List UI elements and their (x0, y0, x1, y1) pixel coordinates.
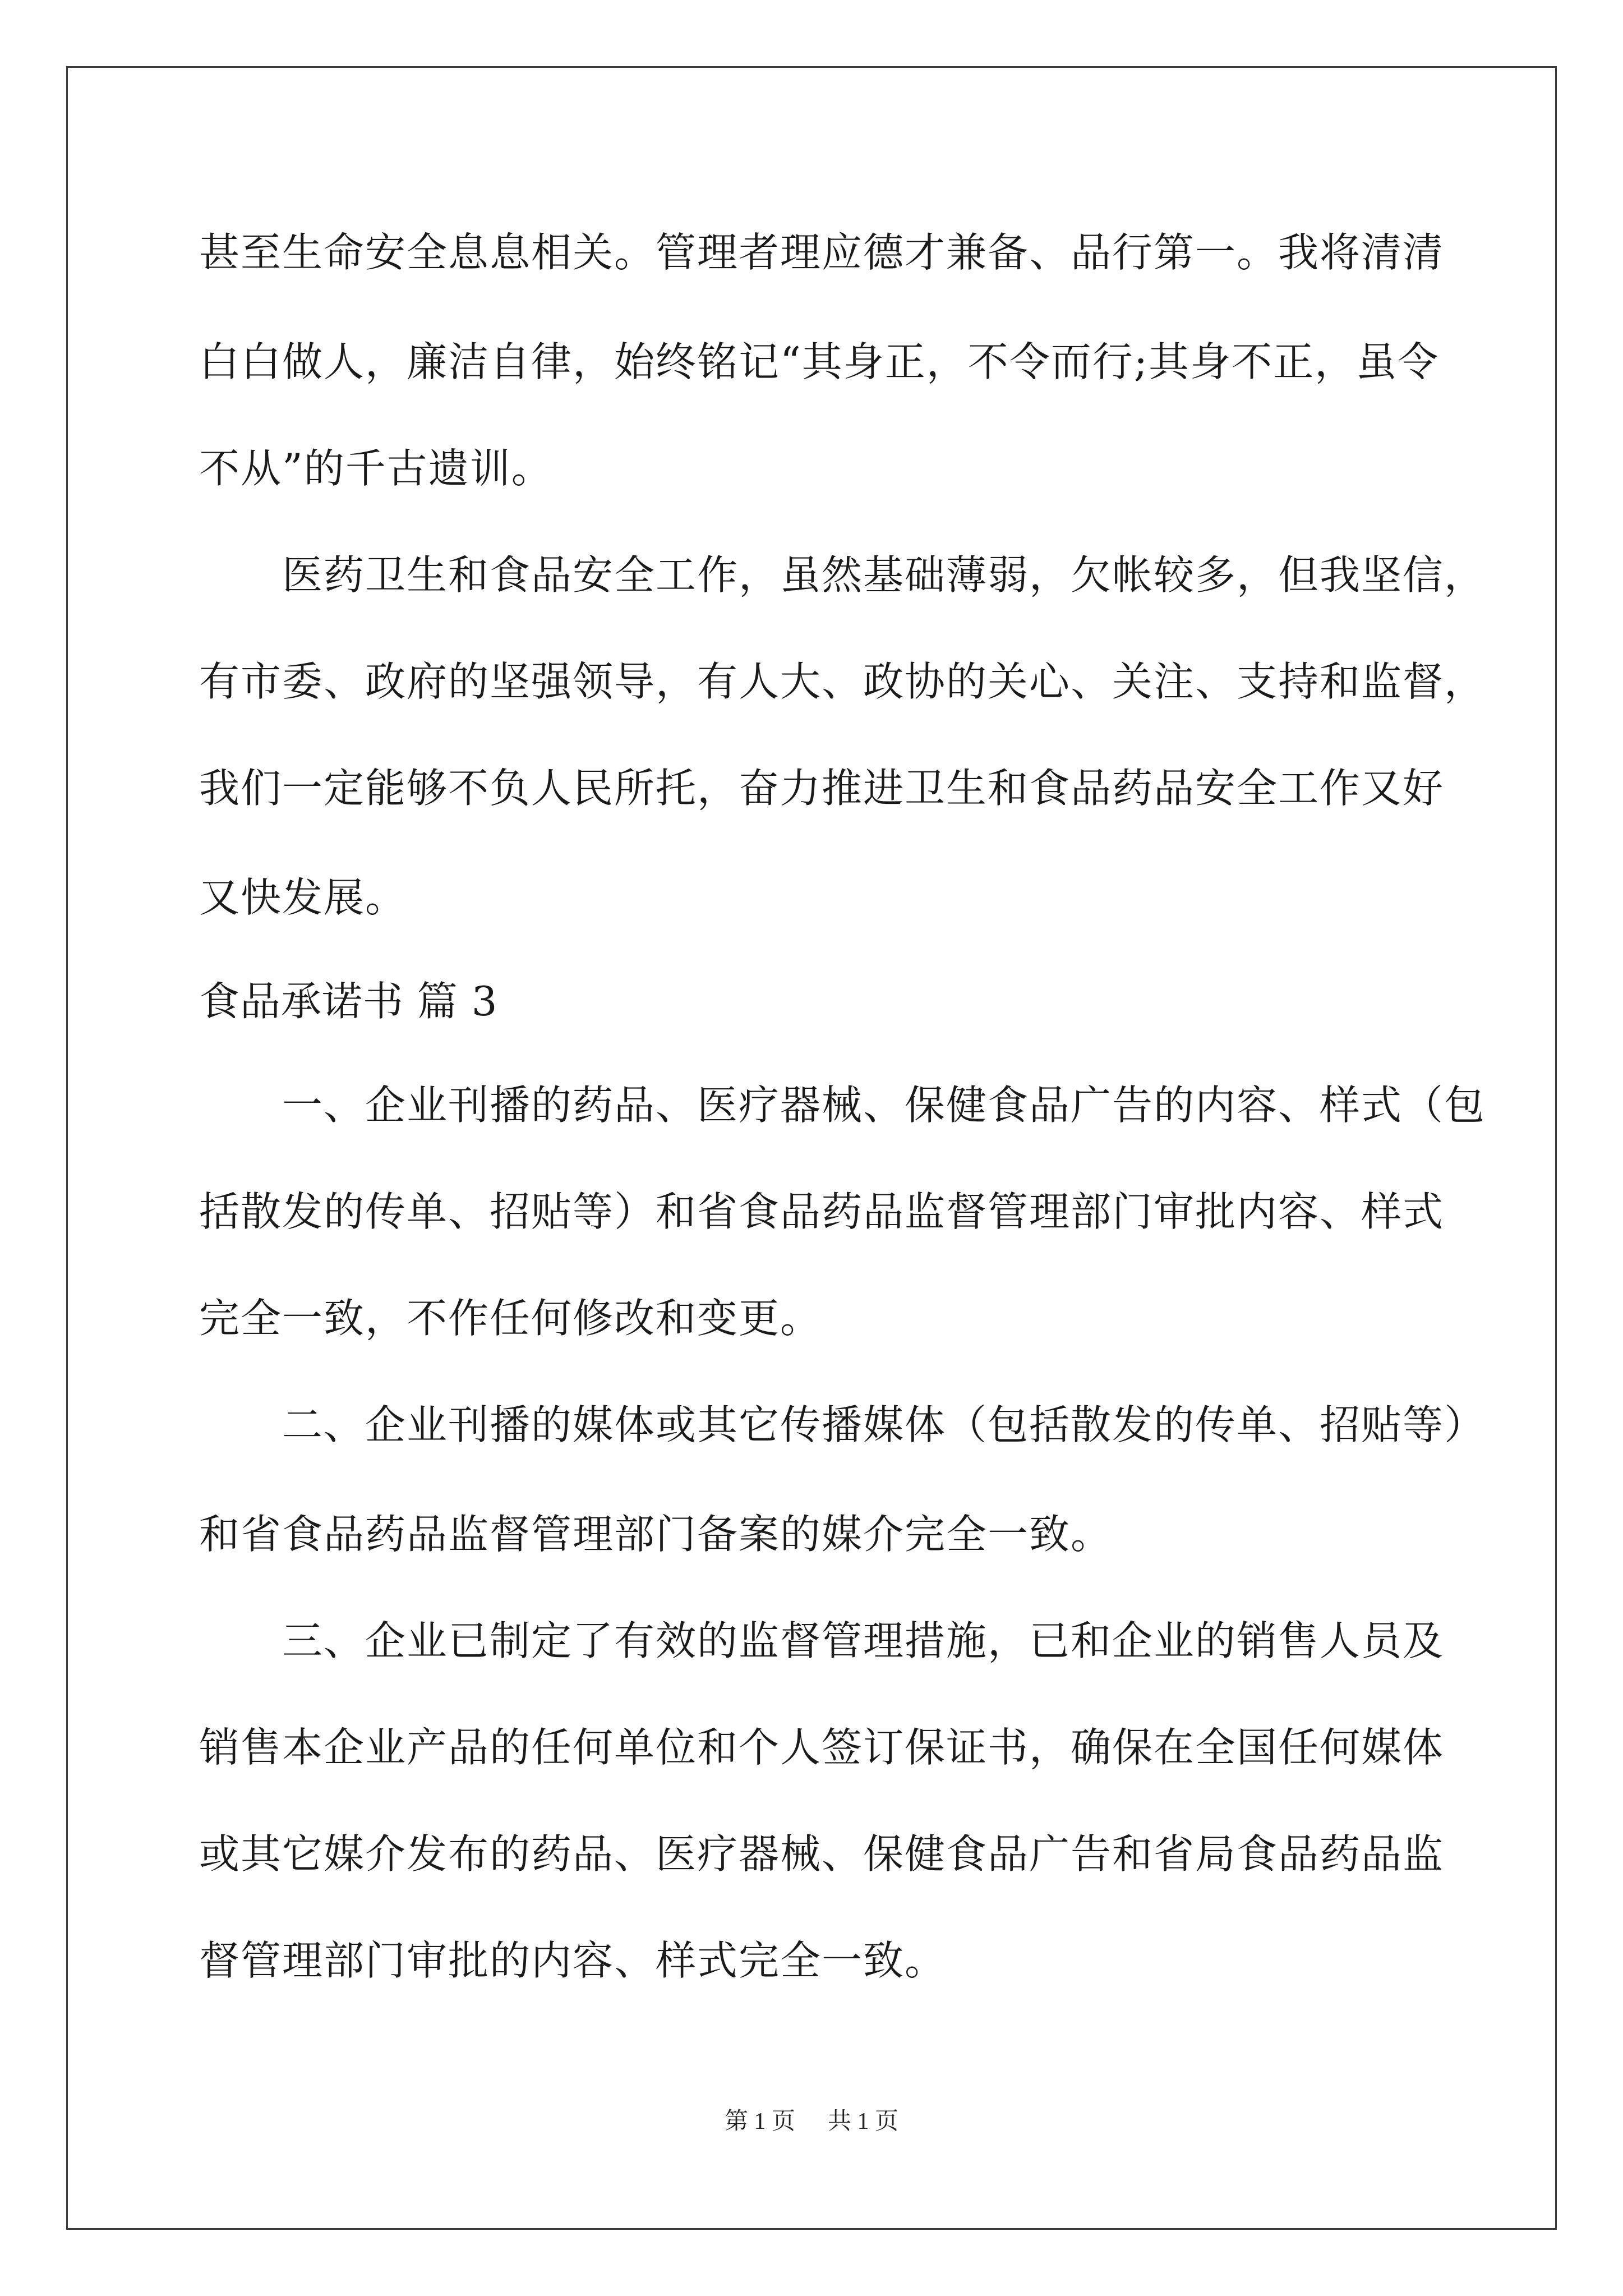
paragraph-line: 又快发展。 (199, 874, 407, 921)
paragraph-line: 不从”的千古遗训。 (199, 445, 553, 492)
paragraph-line: 白白做人，廉洁自律，始终铭记“其身正，不令而行;其身不正，虽令 (199, 338, 1440, 385)
paragraph-line: 二、企业刊播的媒体或其它传播媒体（包括散发的传单、招贴等） (282, 1401, 1486, 1448)
paragraph-line: 甚至生命安全息息相关。管理者理应德才兼备、品行第一。我将清清 (199, 229, 1445, 276)
page-border (66, 66, 1557, 2230)
paragraph-line: 或其它媒介发布的药品、医疗器械、保健食品广告和省局食品药品监 (199, 1830, 1445, 1878)
paragraph-line: 括散发的传单、招贴等）和省食品药品监督管理部门审批内容、样式 (199, 1188, 1445, 1235)
page-footer (0, 2105, 1623, 2138)
page-number-current: 第 1 页 (724, 2109, 795, 2134)
paragraph-line: 销售本企业产品的任何单位和个人签订保证书，确保在全国任何媒体 (199, 1724, 1445, 1771)
paragraph-line: 三、企业已制定了有效的监督管理措施，已和企业的销售人员及 (282, 1617, 1445, 1664)
paragraph-line: 我们一定能够不负人民所托，奋力推进卫生和食品药品安全工作又好 (199, 765, 1445, 812)
paragraph-line: 医药卫生和食品安全工作，虽然基础薄弱，欠帐较多，但我坚信， (282, 551, 1486, 599)
paragraph-line: 完全一致，不作任何修改和变更。 (199, 1295, 822, 1342)
paragraph-line: 一、企业刊播的药品、医疗器械、保健食品广告的内容、样式（包 (282, 1082, 1486, 1129)
paragraph-line: 和省食品药品监督管理部门备案的媒介完全一致。 (199, 1511, 1113, 1558)
paragraph-line: 有市委、政府的坚强领导，有人大、政协的关心、关注、支持和监督， (199, 658, 1486, 705)
section-heading: 食品承诺书 篇 3 (199, 978, 498, 1025)
page-number-total: 共 1 页 (828, 2109, 899, 2134)
paragraph-line: 督管理部门审批的内容、样式完全一致。 (199, 1937, 947, 1984)
